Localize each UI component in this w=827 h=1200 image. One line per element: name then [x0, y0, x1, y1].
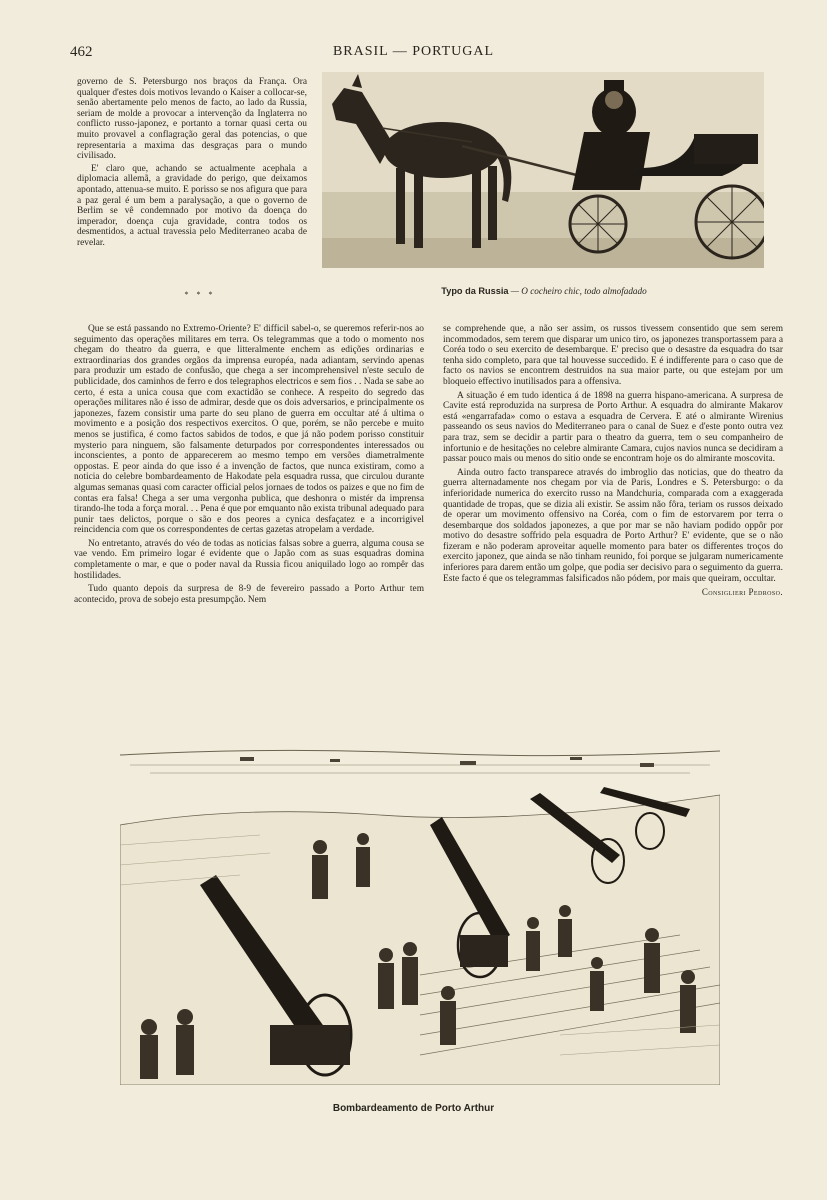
- left-paragraph-3: Tudo quanto depois da surpresa de 8-9 de fevereiro passado a Porto Arthur tem acontecido, prova de sobejo esta presumpção. Nem: [74, 584, 424, 605]
- intro-paragraph-1: governo de S. Petersburgo nos braços da França. Ora qualquer d'estes dois motivos levando o Kaiser a collocar-se, senão abertamente pelo menos de facto, ao lado da Russia, seriam de molde a provocar a intervenção da Inglaterra no conflicto russo-japonez, e portanto a tornar quasi certa ou muito provavel a conflagração geral das potencias, o que representaria a maxima das desgraças para o mundo civilisado.: [77, 77, 307, 162]
- illustration-caption: Bombardeamento de Porto Arthur: [332, 1103, 495, 1114]
- photo-caption-subtitle: — O cocheiro chic, todo almofadado: [508, 286, 647, 296]
- running-title: BRASIL — PORTUGAL: [332, 44, 495, 59]
- page-number: 462: [70, 44, 93, 60]
- right-paragraph-3: Ainda outro facto transparece através do imbroglio das noticias, que do theatro da guerra alternadamente nos chegam por via de Paris, Londres e S. Petersburgo: o da inferioridade numerica do exercito russo na Mandchuria, comparada com a exaggerada quantidade de tropas, que se dizia ali existir. Se assim não fôra, teriam os russos deixado de operar um movimento offensivo na Coréa, com o fim de estorvarem por terra o desembarque dos soldados japonezes, a que por mar se não haviam podido oppôr por motivo do desastre soffrido pela esquadra de Porto Arthur? E' evidente, que se o não fizeram e não poderam aproveitar aquelle momento para bater os differentes troços do exercito japonez, que ainda se não tinham reunido, foi porque se julgaram numericamente inferiores para darem então um golpe, que podia ser decisivo para o seguimento da guerra. Este facto é que os telegrammas falsificados não pódem, por mais que queiram, occultar.: [443, 467, 783, 584]
- intro-paragraph-2: E' claro que, achando se actualmente acephala a diplomacia allemã, a gravidade do perigo, que deixamos apontado, attenua-se muito. E porisso se nos afigura que para a paz geral é um bem a paralysação, a que o governo de Berlim se vê condemnado por motivo da doença do imperador, doença cuja gravidade, contra todos os desmentidos, a actual travessia pelo Mediterraneo acaba de revelar.: [77, 163, 307, 248]
- page-header: [70, 44, 757, 66]
- photo-caption-title: Typo da Russia: [441, 286, 509, 296]
- author-signature: Consiglieri Pedroso.: [701, 587, 783, 598]
- section-separator: * * *: [184, 290, 216, 299]
- right-text-column: [443, 324, 783, 597]
- coachman-photo: [322, 72, 764, 268]
- bombardment-illustration: [120, 735, 720, 1085]
- left-text-column: [74, 324, 424, 608]
- left-paragraph-1: Que se está passando no Extremo-Oriente? E' difficil sabel-o, se queremos referir-nos ao seguimento das operações militares em terra. Os telegrammas que a todo o momento nos chegam do theatro da guerra, e que litteralmente enchem as edições ordinarias e extraordinarias dos grandes orgãos da imprensa européa, nada adiantam, servindo apenas para produzir um estado de confusão, que chega a ser incomprehensivel n'este seculo de publicidade, dos caminhos de ferro e dos telegraphos electricos e sem fios . . Nada se sabe ao certo, é esta a unica cousa que com exactidão se conhece. A respeito do segredo das operações militares não é isso de admirar, desde que os dois adversarios, e principalmente os japonezes, fazem consistir uma parte do seu plano de guerra em occultar até á ultima o movimento e a posição dos respectivos exercitos. O que, porém, se não percebe e muito menos se justifica, é como factos sabidos de todos, e que já não podem porisso constituir mysterio para ninguem, são falsamente deturpados por correspondentes interessados ou inconscientes, a ponto de apparecerem ao mesmo tempo em versões diametralmente oppostas. E peor ainda do que isso é a invenção de factos, que nunca existiram, como a noticia do celebre bombardeamento de Hakodate pela esquadra russa, que circulou durante algumas semanas quasi com caracter official pelos jornaes de todos os paizes e que no fim de contas era falsa! Chega a ser uma vergonha publica, que deshonra o mistér da imprensa tirando-lhe toda a força moral. . . Pena é que por emquanto não exista tribunal adequado para punir taes delictos, porque o são e dos peores a cynica desfaçatez e a incorrigivel reincidencia com que os correspondentes de certas gazetas atropelam a verdade.: [74, 324, 424, 536]
- right-paragraph-1: se comprehende que, a não ser assim, os russos tivessem consentido que sem serem incommodados, sem terem que disparar um unico tiro, os japonezes transportassem para a Coréa todo o seu exercito de desembarque. E' preciso que o desastre da esquadra do tsar tenha sido completo, para que tal houvesse succedido. E é indifferente para o caso que de facto os navios se encontrem destruidos na sua maior parte, ou que estejam por um bloqueio effectivo inutilisados para a offensiva.: [443, 324, 783, 387]
- photo-caption: [320, 286, 768, 296]
- intro-column: [77, 77, 307, 251]
- right-paragraph-2: A situação é em tudo identica á de 1898 na guerra hispano-americana. A surpresa de Cavite está reproduzida na surpresa de Porto Arthur. A esquadra do almirante Makarov está «engarrafada» como o estava a esquadra de Cervera. E até o almirante Wirenius passeando os seus navios do Mediterraneo para o canal de Suez e d'este ponto outra vez para traz, sem se decidir a partir para o theatro da guerra, tem o seu companheiro de infortunio e de hesitações no celebre almirante Camara, cujos navios nunca se decidiram a passar pouco mais ou menos do sitio onde se encontram hoje os do almirante moscovita.: [443, 390, 783, 465]
- left-paragraph-2: No entretanto, através do véo de todas as noticias falsas sobre a guerra, alguma cousa se vae vendo. Em primeiro logar é evidente que o Japão com as suas esquadras domina completamente o mar, e que o poder naval da Russia ficou aniquilado logo ao rompêr das hostilidades.: [74, 538, 424, 581]
